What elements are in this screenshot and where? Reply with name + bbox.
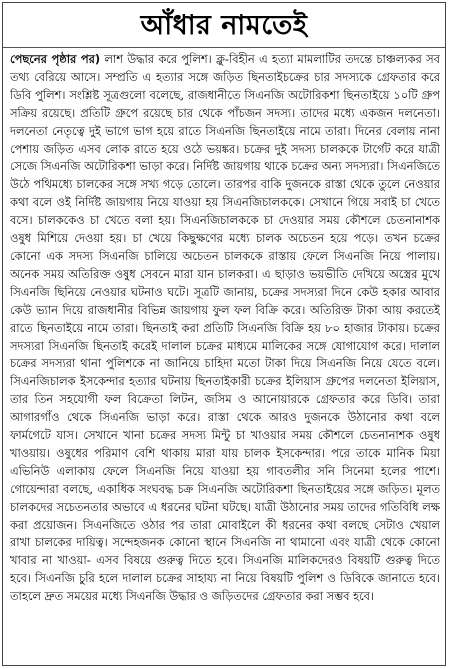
continuation-note: পেছনের পৃষ্ঠার পর) <box>10 52 101 66</box>
headline-divider <box>3 47 445 48</box>
article-text: লাশ উদ্ধার করে পুলিশ। ক্লু-বিহীন এ হত্যা মামলাটির তদন্তে চাঞ্চল্যকর সব তথ্য বেরিয়ে আসে। সম্প্রতি এ হত্যার সঙ্গে জড়িত ছিনতাইচক্রের চার সদস্যকে গ্রেফতার করে ডিবি পুলিশ। সংশ্লিষ্ট সূত্রগুলো বলেছে, রাজধানীতে সিএনজি অটোরিকশা ছিনতাইয়ে ১০টি গ্রুপ সক্রিয় রয়েছে। প্রতিটি গ্রুপে রয়েছে চার থেকে পাঁচজন সদস্য। তাদের মধ্যে একজন দলনেতা। দলনেতা নেতৃত্বে দুই ভাগে ভাগ হয়ে রাতে সিএনজি ছিনতাইয়ে নামে তারা। দিনের বেলায় নানা পেশায় জড়িত এসব লোক রাতে হয়ে ওঠে ভয়ঙ্কর। চক্রের দুই সদস্য চালককে টার্গেট করে যাত্রী সেজে সিএনজি অটোরিকশা ভাড়া করে। নির্দিষ্ট জায়গায় থাকে চক্রের অন্য সদস্যরা। সিএনজিতে উঠে পথিমধ্যে চালকের সঙ্গে সখ্য গড়ে তোলে। তারপর বাকি দুজনকে রাস্তা থেকে তুলে নেওয়ার কথা বলে ওই নির্দিষ্ট জায়গায় নিয়ে যাওয়া হয় সিএনজিচালককে। সেখানে গিয়ে সবাই চা খেতে বসে। চালককেও চা খেতে বলা হয়। সিএনজিচালককে চা দেওয়ার সময় কৌশলে চেতনানাশক ওষুধ মিশিয়ে দেওয়া হয়। চা খেয়ে কিছুক্ষণের মধ্যে চালক অচেতন হয়ে পড়ে। তখন চক্রের কোনো এক সদস্য সিএনজি চালিয়ে অচেতন চালককে রাস্তায় ফেলে সিএনজি নিয়ে পালায়। অনেক সময় অতিরিক্ত ওষুধ সেবনে মারা যান চালকরা। এ ছাড়াও ভয়ভীতি দেখিয়ে অস্ত্রের মুখে সিএনজি ছিনিয়ে নেওয়ার ঘটনাও ঘটে। সূত্রটি জানায়, চক্রের সদস্যরা দিনে কেউ হকার আবার কেউ ভ্যান দিয়ে রাজধানীর বিভিন্ন জায়গায় ফুল ফল বিক্রি করে। অতিরিক্ত টাকা আয় করতেই রাতে ছিনতাইয়ে নামে তারা। ছিনতাই করা প্রতিটি সিএনজি বিক্রি হয় ৮০ হাজার টাকায়। চক্রের সদস্যরা সিএনজি ছিনতাই করেই দালাল চক্রের মাধ্যমে মালিকের সঙ্গে যোগাযোগ করে। দালাল চক্রের সদস্যরা থানা পুলিশকে না জানিয়ে চাহিদা মতো টাকা দিয়ে সিএনজি নিয়ে যেতে বলে। সিএনজিচালক ইসকেন্দার হত্যার ঘটনায় ছিনতাইকারী চক্রের ইলিয়াস গ্রুপের দলনেতা ইলিয়াস, তার তিন সহযোগী ফল বিক্রেতা লিটন, জসিম ও আনোয়ারকে গ্রেফতার করে ডিবি। তারা আগারগাঁও থেকে সিএনজি ভাড়া করে। রাস্তা থেকে আরও দুজনকে উঠানোর কথা বলে ফার্মগেটে যাস। সেখানে খানা চক্রের সদস্য মিন্টু চা খাওয়ার সময় কৌশলে চেতনানাশক ওষুধ খাওয়ায়। ওষুধের পরিমাণ বেশি থাকায় মারা যায় চালক ইসকেন্দার। পরে তাকে মানিক মিয়া এভিনিউ এলাকায় ফেলে সিএনজি নিয়ে যাওয়া হয় গাবতলীর সনি সিনেমা হলের পাশে। গোয়েন্দারা বলছে, একাধিক সংঘবদ্ধ চক্র সিএনজি অটোরিকশা ছিনতাইয়ের সঙ্গে জড়িত। মূলত চালকদের সচেতনতার অভাবে এ ধরনের ঘটনা ঘটছে। যাত্রী উঠানোর সময় তাদের গতিবিধি লক্ষ করা প্রয়োজন। সিএনজিতে ওঠার পর তারা মোবাইলে কী ধরনের কথা বলছে সেটাও খেয়াল রাখা চালকের দায়িত্ব। সন্দেহজনক কোনো স্থানে সিএনজি না থামানো এবং যাত্রী থেকে কোনো খাবার না খাওয়া- এসব বিষয়ে গুরুত্ব দিতে হবে। সিএনজি মালিকদেরও বিষয়টি গুরুত্ব দিতে হবে। সিএনজি চুরি হলে দালাল চক্রের সাহায্য না নিয়ে বিষয়টি পুলিশ ও ডিবিকে জানাতে হবে। তাহলে দ্রুত সময়ের মধ্যে সিএনজি উদ্ধার ও জড়িতদের গ্রেফতার করা সম্ভব হবে। <box>10 52 440 604</box>
news-clipping <box>2 2 446 666</box>
article-body <box>10 51 440 663</box>
article-headline: আঁধার নামতেই <box>140 10 308 41</box>
